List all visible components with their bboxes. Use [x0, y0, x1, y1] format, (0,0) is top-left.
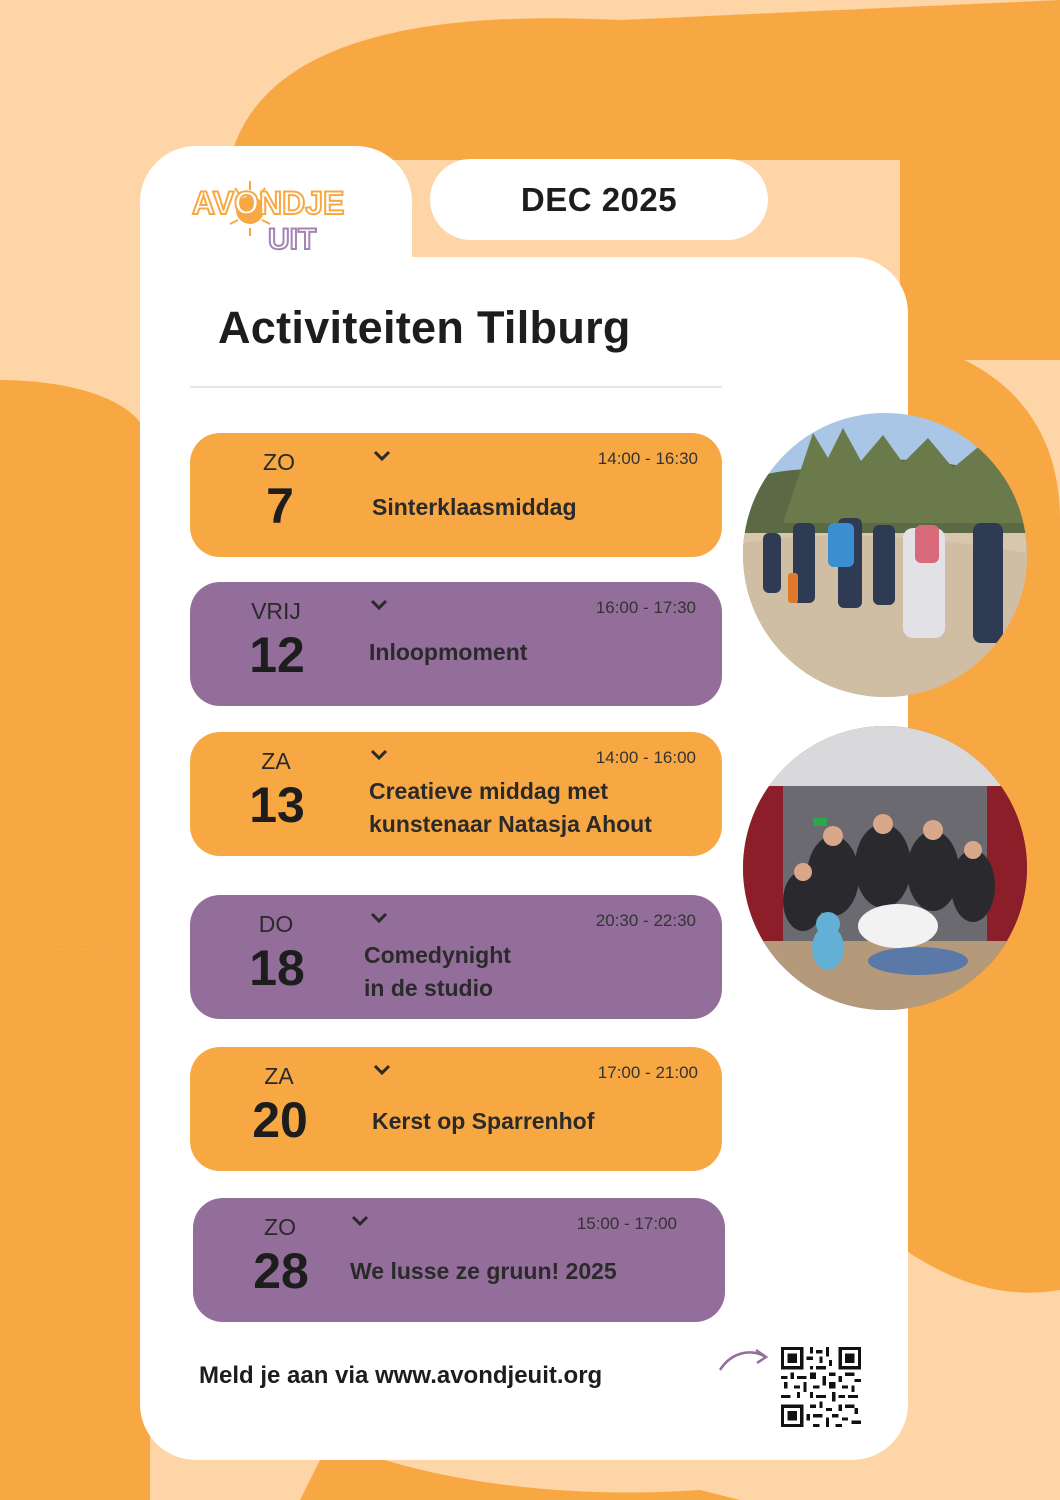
event-name: Creatieve middag met kunstenaar Natasja Ahout — [369, 778, 652, 837]
event-day: ZA — [261, 748, 291, 774]
event-date: 18 — [249, 940, 305, 996]
event-time: 14:00 - 16:30 — [597, 449, 698, 468]
event-name: Sinterklaasmiddag — [372, 494, 577, 520]
event-card[interactable] — [190, 582, 722, 706]
event-date: 20 — [252, 1092, 308, 1148]
event-card[interactable] — [190, 732, 722, 856]
event-time: 16:00 - 17:30 — [595, 598, 696, 617]
event-name: We lusse ze gruun! 2025 — [350, 1258, 617, 1284]
event-card[interactable] — [190, 895, 722, 1019]
event-time: 15:00 - 17:00 — [576, 1214, 677, 1233]
event-time: 20:30 - 22:30 — [595, 911, 696, 930]
event-name: Comedynight in de studio — [364, 942, 511, 1001]
event-day: ZO — [263, 449, 295, 475]
event-day: ZO — [264, 1214, 296, 1240]
chevron-down-icon[interactable] — [369, 598, 389, 612]
event-card[interactable] — [190, 1047, 722, 1171]
photo-group — [743, 726, 1027, 1010]
page-title: Activiteiten Tilburg — [218, 302, 631, 353]
signup-text[interactable]: Meld je aan via www.avondjeuit.org — [199, 1362, 603, 1389]
logo-line2: UIT — [268, 223, 317, 256]
chevron-down-icon[interactable] — [350, 1214, 370, 1228]
chevron-down-icon[interactable] — [372, 1063, 392, 1077]
chevron-down-icon[interactable] — [369, 748, 389, 762]
divider — [190, 386, 722, 388]
event-card[interactable] — [193, 1198, 725, 1322]
event-date: 12 — [249, 627, 305, 683]
month-badge: DEC 2025 — [430, 159, 768, 240]
chevron-down-icon[interactable] — [372, 449, 392, 463]
event-date: 28 — [253, 1243, 309, 1299]
event-time: 14:00 - 16:00 — [595, 748, 696, 767]
logo-line1: AVONDJE — [192, 185, 345, 221]
event-card[interactable] — [190, 433, 722, 557]
event-time: 17:00 - 21:00 — [597, 1063, 698, 1082]
photo-dunes-walk — [743, 413, 1027, 697]
qr-code-icon[interactable] — [781, 1347, 861, 1427]
event-day: DO — [258, 911, 294, 937]
event-name: Kerst op Sparrenhof — [372, 1108, 595, 1134]
event-day: ZA — [264, 1063, 294, 1089]
curved-arrow-icon — [716, 1344, 772, 1374]
event-name: Inloopmoment — [369, 639, 528, 665]
avondje-uit-logo — [190, 176, 365, 256]
event-date: 13 — [249, 777, 305, 833]
chevron-down-icon[interactable] — [369, 911, 389, 925]
event-day: VRIJ — [251, 598, 301, 624]
event-date: 7 — [266, 478, 294, 534]
